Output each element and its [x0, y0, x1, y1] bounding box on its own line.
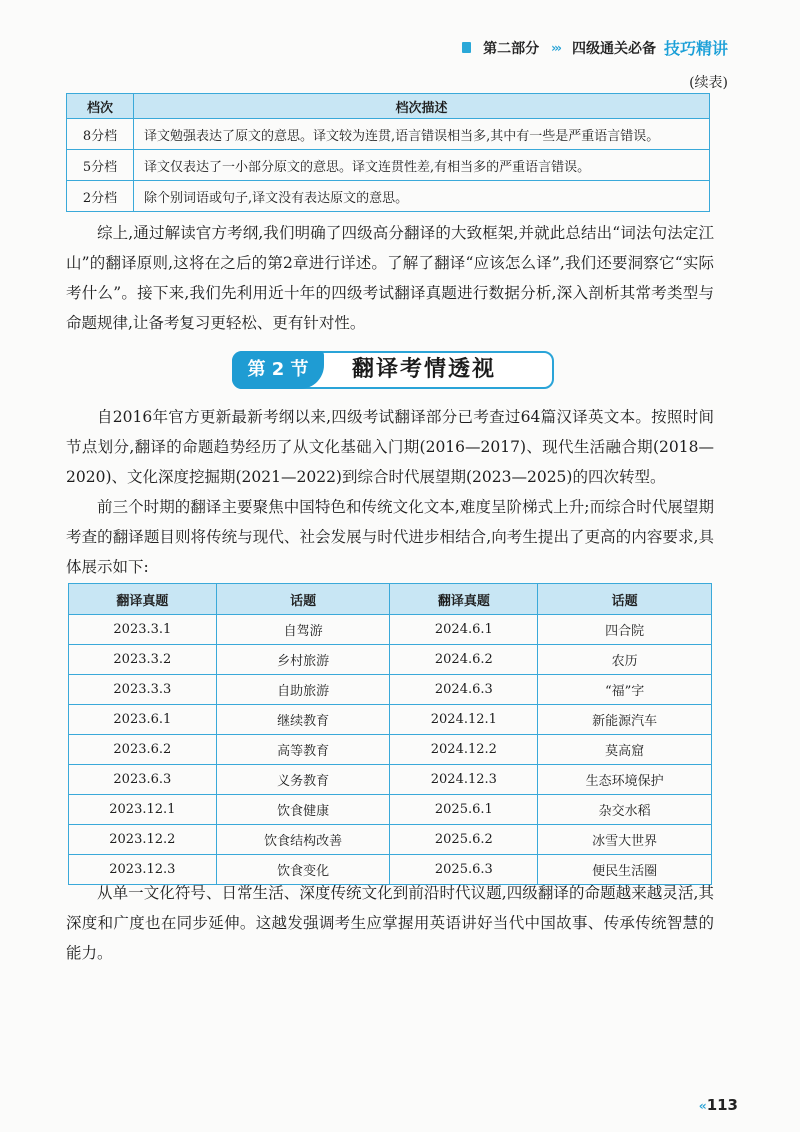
table-row — [67, 181, 710, 212]
table-cell: 2024.12.3 — [390, 765, 538, 795]
table-header-cell: 话题 — [538, 584, 712, 615]
desc-cell: 译文仅表达了一小部分原文的意思。译文连贯性差,有相当多的严重语言错误。 — [134, 150, 710, 181]
section-number: 第 2 节 — [232, 351, 324, 389]
table-cell: 莫高窟 — [538, 735, 712, 765]
table-cell: “福”字 — [538, 675, 712, 705]
table-row — [69, 825, 712, 855]
table-cell: 2024.6.2 — [390, 645, 538, 675]
table-cell: 高等教育 — [216, 735, 390, 765]
book-icon — [462, 42, 471, 53]
desc-cell: 译文勉强表达了原文的意思。译文较为连贯,语言错误相当多,其中有一些是严重语言错误。 — [134, 119, 710, 150]
table-header-cell: 翻译真题 — [69, 584, 217, 615]
paragraph-conclusion: 从单一文化符号、日常生活、深度传统文化到前沿时代议题,四级翻译的命题越来越灵活,其深度和广度也在同步延伸。这越发强调考生应掌握用英语讲好当代中国故事、传承传统智慧的能力。 — [66, 884, 714, 962]
table-row — [69, 765, 712, 795]
table-cell: 生态环境保护 — [538, 765, 712, 795]
table-header-cell: 档次描述 — [134, 94, 710, 119]
paragraph-periods: 前三个时期的翻译主要聚焦中国特色和传统文化文本,难度呈阶梯式上升;而综合时代展望期考查的翻译题目则将传统与现代、社会发展与时代进步相结合,向考生提出了更高的内容要求,具体展示如下: — [66, 498, 714, 576]
table-cell: 2023.6.2 — [69, 735, 217, 765]
table-cell: 2023.3.3 — [69, 675, 217, 705]
table-cell: 2023.6.3 — [69, 765, 217, 795]
score-cell: 5分档 — [67, 150, 134, 181]
table-cell: 2025.6.3 — [390, 855, 538, 885]
running-header — [462, 36, 728, 59]
table-header-cell: 翻译真题 — [390, 584, 538, 615]
header-section: 四级通关必备 — [571, 40, 656, 57]
table-cell: 农历 — [538, 645, 712, 675]
table-cell: 2025.6.2 — [390, 825, 538, 855]
table-row — [69, 645, 712, 675]
table-cell: 新能源汽车 — [538, 705, 712, 735]
table-cell: 2025.6.1 — [390, 795, 538, 825]
table-cell: 2024.12.2 — [390, 735, 538, 765]
table-row — [69, 705, 712, 735]
chevron-right-icon: ››› — [551, 40, 560, 55]
table-cell: 杂交水稻 — [538, 795, 712, 825]
table-header-cell: 话题 — [216, 584, 390, 615]
table-cell: 2023.12.3 — [69, 855, 217, 885]
table-row — [67, 150, 710, 181]
continued-label: (续表) — [689, 75, 728, 91]
table-header-row — [67, 94, 710, 119]
table-cell: 饮食健康 — [216, 795, 390, 825]
table-header-row — [69, 584, 712, 615]
table-cell: 四合院 — [538, 615, 712, 645]
table-row — [69, 795, 712, 825]
table-cell: 自驾游 — [216, 615, 390, 645]
section-title: 翻译考情透视 — [352, 357, 497, 382]
table-cell: 饮食变化 — [216, 855, 390, 885]
table-cell: 2024.6.3 — [390, 675, 538, 705]
table-row — [69, 735, 712, 765]
table-row — [69, 675, 712, 705]
desc-cell: 除个别词语或句子,译文没有表达原文的意思。 — [134, 181, 710, 212]
section-banner — [232, 351, 554, 389]
topic-table — [68, 583, 712, 885]
table-cell: 自助旅游 — [216, 675, 390, 705]
score-cell: 2分档 — [67, 181, 134, 212]
page-number-value: 113 — [706, 1096, 738, 1114]
table-row — [67, 119, 710, 150]
table-cell: 2023.12.2 — [69, 825, 217, 855]
table-cell: 饮食结构改善 — [216, 825, 390, 855]
table-cell: 2023.12.1 — [69, 795, 217, 825]
table-cell: 乡村旅游 — [216, 645, 390, 675]
score-cell: 8分档 — [67, 119, 134, 150]
paragraph-summary: 综上,通过解读官方考纲,我们明确了四级高分翻译的大致框架,并就此总结出“词法句法定江山”的翻译原则,这将在之后的第2章进行详述。了解了翻译“应该怎么译”,我们还要洞察它“实际考什么”。接下来,我们先利用近十年的四级考试翻译真题进行数据分析,深入剖析其常考类型与命题规律,让备考复习更轻松、更有针对性。 — [66, 224, 714, 332]
table-cell: 继续教育 — [216, 705, 390, 735]
table-cell: 2023.3.2 — [69, 645, 217, 675]
table-cell: 2023.3.1 — [69, 615, 217, 645]
page-number — [699, 1096, 738, 1114]
score-table — [66, 93, 710, 212]
table-row — [69, 615, 712, 645]
chevron-left-icon: ‹‹ — [698, 1099, 705, 1113]
table-cell: 义务教育 — [216, 765, 390, 795]
table-cell: 2024.12.1 — [390, 705, 538, 735]
table-cell: 冰雪大世界 — [538, 825, 712, 855]
table-cell: 2023.6.1 — [69, 705, 217, 735]
header-highlight: 技巧精讲 — [663, 39, 728, 58]
table-cell: 2024.6.1 — [390, 615, 538, 645]
table-cell: 便民生活圈 — [538, 855, 712, 885]
paragraph-intro: 自2016年官方更新最新考纲以来,四级考试翻译部分已考查过64篇汉译英文本。按照时间节点划分,翻译的命题趋势经历了从文化基础入门期(2016—2017)、现代生活融合期(2018—2020)、文化深度挖掘期(2021—2022)到综合时代展望期(2023—2025)的四次转型。 — [66, 408, 714, 486]
table-header-cell: 档次 — [67, 94, 134, 119]
header-part: 第二部分 — [483, 40, 540, 57]
